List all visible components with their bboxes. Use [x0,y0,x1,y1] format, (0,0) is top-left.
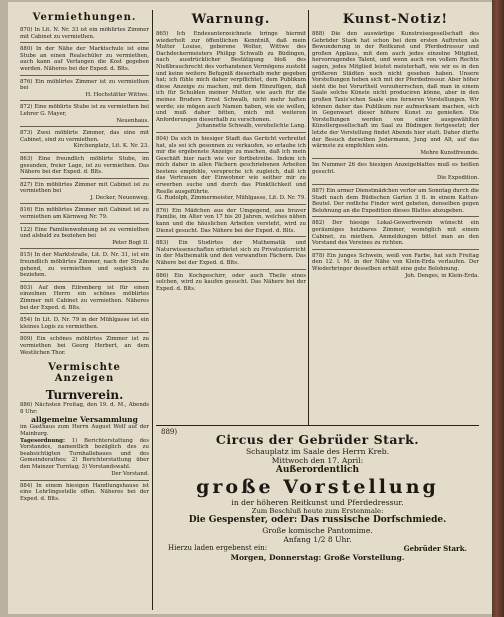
ad-number: 884) [20,482,33,489]
list-item [312,162,479,185]
ad-signature: Die Expedition. [436,175,479,182]
list-item [312,220,479,249]
book-spine [492,0,504,617]
list-item [20,285,149,314]
ad-text: In Lit. N. Nr. 33 ist ein möblirtes Zimmer mit Cabinet zu vermiethen. [20,27,149,40]
ad-text: Eine möblirte Stube ist zu vermiethen bei Lehrer G. Mayer, [20,104,149,117]
ad-number: 878) [312,252,325,259]
ad-number: 882) [312,220,325,227]
turnverein-title: Turnverein. [45,388,124,403]
ad-signature: Joh. Denges, in Klein-Erda. [405,272,479,279]
ad-text: Ein Mädchen aus der Umgegend, aus braver Familie, im Alter von 17 bis 20 Jahren, welches nähen kann und die häuslichen Arbeiten versteht, wird zu Dienst gesucht. Das Nähere bei der Exped. d. Blts. [156,207,306,234]
art-ads-list [312,31,479,281]
circus-next: Morgen, Donnerstag: Große Vorstellung. [230,553,405,563]
ad-signature: Johannette Schwalb, verehelichte Lang. [196,123,306,130]
ad-signature: G. Rudolph, Zimmermeister, Mühlgasse, Lit. D. Nr. 79. [156,195,306,202]
ad-text: Ein schönes möblirtes Zimmer ist zu vermiethen bei Georg Herbert, an dem Westlichen Thor. [20,336,149,356]
ad-number: 122) [20,226,33,233]
misc-heading: Vermischte Anzeigen [48,362,121,385]
ad-text: Zwei möblirte Zimmer, das eine mit Cabinet, sind zu vermiethen. [20,130,149,143]
list-item [312,253,479,281]
ad-number: 803) [20,284,33,291]
ad-text: In der Nähe der Marktschule ist eine Stube an einen Realschüler zu vermiethen, auch kann auf Verlangen die Kost gegeben werden. Näheres bei der Exped. d. Blts. [20,46,149,72]
list-item [20,27,149,43]
list-item [156,240,306,269]
circus-signature: Gebrüder Stark. [403,544,467,554]
ad-number: 804) [156,135,169,142]
ad-text: Ein Studirtes der Mathematik und Naturwissenschaften erbietet sich zu Privatunterricht in der Mathematik und den verwandten Fächern. Das Nähere bei der Exped. d. Blts. [156,240,306,266]
column-rule-2 [308,10,309,425]
turnverein-agenda [20,438,149,471]
ad-text: Ein möblirtes Zimmer mit Cabinet ist zu vermiethen am Kärnweg Nr. 79. [20,207,149,221]
list-item [20,130,149,153]
turnverein-signature: Der Vorstand. [111,470,149,477]
ad-text: Die den auswärtige Kunstreisegesellschaft des Gebrüder Stark hat schon bei dem ersten Auftreten als Bewunderung in der Reitkunst und Pferdedressur und großen Applaus, mit dem auch jedes einzelne Mitglied, hervorragendes Talent, und wenn auch von vollem Rechte sagen, jedes Mitglied leistet meisterhaft, wie wir es in den größeren Städten noch nicht gesehen haben. Unsere Vorstellungen heben sich mit der Pferdedressur. Aber höher sieht die bei Vorurtheil vorzuherrschen, daß man in einem Saale solche Künste nicht produciren könne, aber in den großen Taxis'schen Saale eine ferneren Vorstellungen. Wir können daher das Publikum nur aufmerksam machen, sich in Gegenwart dieser höhere Kunst zu genießen. Die Vorstellungen werden von einer ausgewählten Künstlergesellschaft im Saal zu Büdingen fortgesetzt; der letzte der Vorstellung findet Abends hier statt. Daher dürfte der Besuch derselben Jedermann, Jung und Alt, auf das wärmste zu empfehlen sein. [312,31,479,150]
ad-text: Der hiesige Lokal-Gewerbverein wünscht ein geräumiges heizbares Zimmer, womöglich mit einem Cabinet, zu miethen. Anmeldungen bittet man an den Vorstand des Vereines zu richten. [312,220,479,247]
circus-date: Mittwoch den 17. April: [271,456,364,465]
list-item [20,182,149,205]
list-item [156,208,306,237]
ad-number: 886) [156,272,169,279]
ad-signature: H. Hochstätter Wittwe. [85,91,149,98]
ad-text: In der Marktstraße, Lit. D. Nr. 31, ist ein freundlich möblirtes Zimmer, nach der Straße gehend, zu vermiethen und sogleich zu beziehen. [20,252,149,279]
list-item [312,31,479,159]
list-item [20,156,149,179]
ad-text: Ich Endesunterzeichnete bringe hiermit wiederholt zur öffentlichen Kenntniß, daß mein Mutter Louise, geborene Wolter, Wittwe des Dachdeckermeisters Philipp Schwalb zu Büdingen, nach ausdrücklicher Bestätigung bloß des Nießbrauchrecht des vorhandenen Vermögens zusteht und keine weitere Befugniß dieserhalb mehr gegeben hat; ich fühle mich daher verpflichtet, dem Publikum diese Anzeige zu machen, mit dem Hinzufügen, daß ich für Schulden meiner Mutter, wie auch für die meines Bruders Ernst Schwalb, nicht mehr haften werde; sie mögen auch Namen haben, wie sie wollen, und muß daher bitten, mich mit weiteren Anforderungen dieserhalb zu verschonen. [156,31,306,123]
circus-venue: Schauplatz im Saale des Herrn Kreb. [245,447,390,456]
ad-number: 886) [20,402,33,409]
circus-number: 889) [161,428,178,436]
circus-pantomime: Große komische Pantomime. [262,526,373,536]
column-rentals [20,10,149,507]
list-item [20,104,149,127]
ad-text: In Lit. D. Nr. 79 in der Mühlgasse ist ein kleines Logis zu vermiethen. [20,317,149,330]
ad-signature: Neuenhaus. [116,117,149,124]
list-item [20,252,149,281]
turnverein-location: im Gasthaus zum Herrn August Wolf auf der Mainburg. [20,424,149,437]
ad-number: 863) [20,155,33,162]
circus-big-title: große Vorstellung [196,476,439,498]
ad-text: Da sich in hiesiger Stadt das Gerücht verbreitet hat, als sei ich gesonnen zu verkaufen, so erlaube ich mir die ergebenste Anzeige zu machen, daß ich mein Geschäft hier nach wie vor fortbetreibe. Indem ich mich daher in allen Fächern geschriebenen Arbeiten bestens empfehle, verspreche ich zugleich, daß ich das Vertrauen der Einwohner wie seither mir zu erwerben suche und durch das Pünktlichkeit und Reelle ausgeführte. [156,135,306,195]
ad-number: 883) [156,240,169,247]
turnverein-date: Nächsten Freitag, den 19. d. M., Abends 8 Uhr: [20,402,150,415]
turnverein-notice [20,388,149,476]
ad-number: 872) [20,104,33,111]
column-notices [156,10,306,297]
list-item [20,79,149,102]
ad-text: Ein junges Schwein, weiß von Farbe, hat sich Freitag den 12. l. M. in der Nähe von Klein-Erda verlaufen. Der Wiederbringer desselben erhält eine gute Belohnung. [312,252,479,272]
ad-text: Ein armer Dienstmädchen verlor am Sonntag durch die Stadt nach dem Büdischen Garten 3 fl. in einem Kattun-Beutel. Der redliche Finder wird gebeten, denselben gegen Belohnung an die Expedition dieses Blattes abzugeben. [312,188,479,214]
agenda-label: Tagesordnung: [20,437,65,444]
ad-signature: Peter Bogt II. [112,239,149,246]
list-item [156,273,306,295]
ad-number: 865) [156,31,169,37]
circus-title: Circus der Gebrüder Stark. [215,432,420,447]
ad-number: 815) [20,252,33,259]
ad-signature: J. Decker, Neuenweg. [90,194,149,201]
ad-number: 888) [312,31,325,37]
ad-signature: Kirchenplatz, Lit. K. Nr. 23. [73,143,149,150]
list-item [20,46,149,75]
ad-text: Eine freundlich möblirte Stube, im gesunden, freier Lage, ist zu vermiethen. Das Nähere bei der Exped. d. Blts. [20,155,149,176]
ad-number: 880) [20,46,33,53]
list-item [20,227,149,250]
circus-request: Zum Beschluß heute zum Erstenmale: [251,507,384,515]
turnverein-assembly: allgemeine Versammlung [31,415,138,425]
ad-number: 887) [312,188,325,195]
column-rule-1 [152,10,153,610]
circus-piece: Die Gespenster, oder: Das russische Dorfschmiede. [188,515,447,526]
ad-number: 873) [20,130,33,137]
list-item [20,336,149,358]
circus-extra: Außerordentlich [275,465,360,475]
list-item [312,188,479,217]
ad-text: Eine Familienwohnung ist zu vermiethen und alsbald zu beziehen bei [20,226,149,240]
agenda-text: 1) Berichterstattung des Vorstandes, namentlich bezüglich des zu beabsichtigten Turnhallebaues und des Gemeinderathes; 2) Berichterstattung über den Mainzer Turntag; 3) Vorstandswahl. [20,437,149,470]
ad-number: 876) [156,207,169,214]
ad-number: 870) [20,27,33,33]
ad-number: 827) [20,181,33,188]
ad-text: Im Nummer 26 des hiesigen Anzeigeblattes muß es heißen gesucht. [312,162,479,175]
ad-text: Auf dem Eilrenberg ist für einen einzelnen Herrn ein schönes möblirtes Zimmer mit Cabinet zu vermiethen. Näheres bei der Exped. d. Blts. [20,284,149,311]
ad-signature: Mehre Kunstfreunde. [420,149,479,156]
circus-invite-line [156,544,479,553]
column-art-notice [312,10,479,284]
ad-text: In einem hiesigen Handlungshause ist eine Lehrlingsstelle offen. Näheres bei der Exped. d. Blts. [20,482,149,502]
art-notice-heading: Kunst-Notiz! [342,12,449,27]
list-item [156,31,306,133]
turnverein-line1 [20,402,149,415]
ad-text: Ein Kochgeschirr, oder auch Theile eines solchen, wird zu kaufen gesucht. Das Nähere bei der Exped. d. Blts. [156,272,306,292]
ad-number: 816) [20,207,33,214]
list-item [20,207,149,223]
warning-heading: Warnung. [191,12,271,27]
circus-invite: Hierzu laden ergebenst ein: [168,544,268,553]
rental-ads-list [20,27,149,358]
list-item [20,317,149,333]
list-item [20,480,149,505]
ad-number: 854) [20,317,33,324]
notice-ads-list [156,31,306,294]
ad-text: Ein möblirtes Zimmer ist zu vermiethen bei [20,78,149,92]
list-item [156,136,306,205]
circus-advertisement [156,425,479,612]
circus-start: Anfang 1/2 8 Uhr. [283,535,352,545]
rentals-heading: Vermiethungen. [32,12,137,23]
circus-subtitle: in der höheren Reitkunst und Pferdedressur. [231,498,404,507]
ad-text: Ein möblirtes Zimmer mit Cabinet ist zu vermiethen bei [20,181,149,195]
ad-number: 876) [20,78,33,85]
ad-number: 809) [20,336,33,343]
